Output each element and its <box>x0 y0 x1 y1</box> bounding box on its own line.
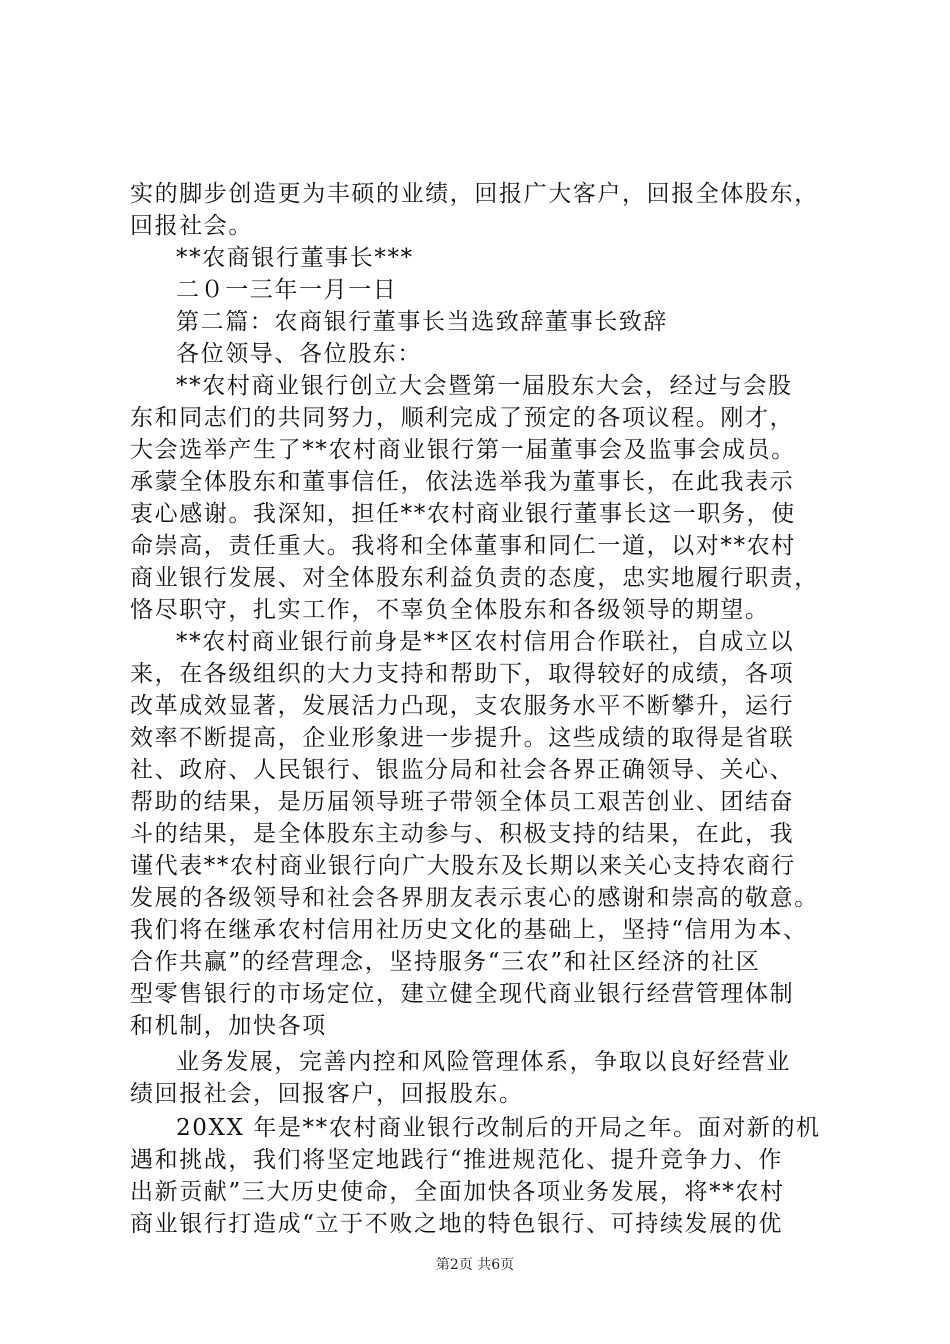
text-line: 命崇高，责任重大。我将和全体董事和同仁一道，以对**农村 <box>130 533 796 559</box>
text-line: 业务发展，完善内控和风险管理体系，争取以良好经营业 <box>176 1049 791 1075</box>
signature-line: **农商银行董事长*** <box>176 245 414 271</box>
text-line: 出新贡献”三大历史使命，全面加快各项业务发展，将**农村 <box>130 1179 785 1205</box>
text-line: 帮助的结果，是历届领导班子带领全体员工艰苦创业、团结奋 <box>130 789 795 815</box>
text-line: 型零售银行的市场定位，建立健全现代商业银行经营管理体制 <box>130 981 795 1007</box>
text-line: 社、政府、人民银行、银监分局和社会各界正确领导、关心、 <box>130 757 795 783</box>
text-line: 绩回报社会，回报客户，回报股东。 <box>130 1081 524 1107</box>
section-heading: 第二篇：农商银行董事长当选致辞董事长致辞 <box>176 309 668 335</box>
text-line: 恪尽职守，扎实工作，不辜负全体股东和各级领导的期望。 <box>130 597 770 623</box>
text-line: 谨代表**农村商业银行向广大股东及长期以来关心支持农商行 <box>130 853 796 879</box>
text-line: 大会选举产生了**农村商业银行第一届董事会及监事会成员。 <box>130 437 796 463</box>
page-number-footer: 第2页 共6页 <box>435 1257 515 1273</box>
salutation: 各位领导、各位股东： <box>176 341 422 367</box>
text-line: 我们将在继承农村信用社历史文化的基础上，坚持“信用为本、 <box>130 917 808 943</box>
date-line: 二０一三年一月一日 <box>176 277 398 303</box>
text-line: 商业银行打造成“立于不败之地的特色银行、可持续发展的优 <box>130 1211 783 1237</box>
text-line: 斗的结果，是全体股东主动参与、积极支持的结果，在此，我 <box>130 821 795 847</box>
text-line: 和机制，加快各项 <box>130 1013 327 1039</box>
text-line: 回报社会。 <box>130 213 253 239</box>
text-line: 实的脚步创造更为丰硕的业绩，回报广大客户，回报全体股东， <box>130 181 819 207</box>
text-line: 发展的各级领导和社会各界朋友表示衷心的感谢和崇高的敬意。 <box>130 885 819 911</box>
text-line: 遇和挑战，我们将坚定地践行“推进规范化、提升竞争力、作 <box>130 1147 783 1173</box>
text-line: 合作共赢”的经营理念，坚持服务“三农”和社区经济的社区 <box>130 949 761 975</box>
text-line: 承蒙全体股东和董事信任，依法选举我为董事长，在此我表示 <box>130 469 795 495</box>
text-line: 来，在各级组织的大力支持和帮助下，取得较好的成绩，各项 <box>130 661 795 687</box>
text-line: 衷心感谢。我深知，担任**农村商业银行董事长这一职务，使 <box>130 501 796 527</box>
text-line: 商业银行发展、对全体股东利益负责的态度，忠实地履行职责， <box>130 565 819 591</box>
text-line: 东和同志们的共同努力，顺利完成了预定的各项议程。刚才， <box>130 405 795 431</box>
text-line: 改革成效显著，发展活力凸现，支农服务水平不断攀升，运行 <box>130 693 795 719</box>
text-line: **农村商业银行创立大会暨第一届股东大会，经过与会股 <box>176 373 793 399</box>
text-line: **农村商业银行前身是**区农村信用合作联社，自成立以 <box>176 629 795 655</box>
text-line: 20XX 年是**农村商业银行改制后的开局之年。面对新的机 <box>176 1115 821 1141</box>
text-line: 效率不断提高，企业形象进一步提升。这些成绩的取得是省联 <box>130 725 795 751</box>
